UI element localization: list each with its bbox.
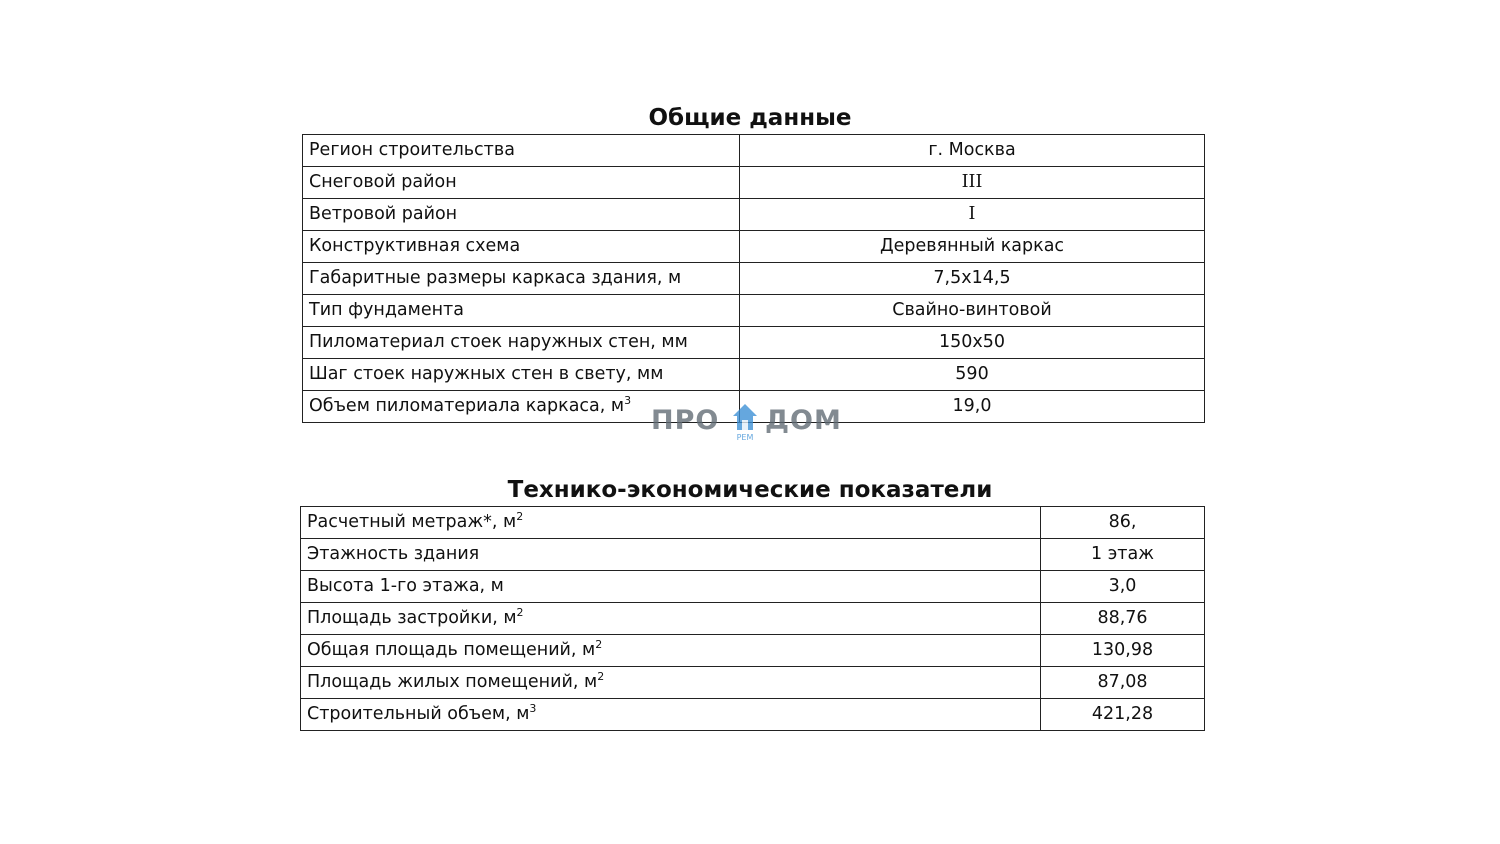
table-row <box>301 603 1205 635</box>
row-label: Объем пиломатериала каркаса, м <box>309 396 625 416</box>
unit-power: 2 <box>516 606 524 620</box>
table-row <box>303 359 1205 391</box>
row-label-cell <box>301 667 1041 699</box>
unit-power: 3 <box>529 702 537 716</box>
row-label-cell <box>301 635 1041 667</box>
table-row <box>303 199 1205 231</box>
row-value: 3,0 <box>1041 571 1205 603</box>
indicators-table <box>300 506 1205 731</box>
table-row <box>303 135 1205 167</box>
row-label: Ветровой район <box>303 199 740 231</box>
watermark-left-text: ПРО <box>651 405 720 436</box>
row-label: Шаг стоек наружных стен в свету, мм <box>303 359 740 391</box>
row-value: Свайно-винтовой <box>740 295 1205 327</box>
row-value: г. Москва <box>740 135 1205 167</box>
row-value: 590 <box>740 359 1205 391</box>
row-value: 421,28 <box>1041 699 1205 731</box>
row-value: 86, <box>1041 507 1205 539</box>
general-data-title: Общие данные <box>648 105 852 131</box>
table-row <box>303 391 1205 423</box>
row-label: Площадь жилых помещений, м <box>307 672 598 692</box>
row-value: 19,0 <box>740 391 1205 423</box>
table-row <box>301 635 1205 667</box>
row-label-cell <box>303 391 740 423</box>
row-label: Площадь застройки, м <box>307 608 517 628</box>
table-row <box>301 571 1205 603</box>
row-value: 88,76 <box>1041 603 1205 635</box>
row-label: Габаритные размеры каркаса здания, м <box>303 263 740 295</box>
row-label: Этажность здания <box>301 539 1041 571</box>
table-row <box>303 167 1205 199</box>
unit-power: 3 <box>624 394 632 408</box>
row-value: Деревянный каркас <box>740 231 1205 263</box>
row-label-cell <box>301 603 1041 635</box>
table-row <box>301 699 1205 731</box>
general-data-table <box>302 134 1205 423</box>
table-row <box>301 539 1205 571</box>
row-label: Тип фундамента <box>303 295 740 327</box>
table-row <box>303 231 1205 263</box>
table-row <box>301 667 1205 699</box>
row-value: 7,5х14,5 <box>740 263 1205 295</box>
table-row <box>303 327 1205 359</box>
row-value: III <box>740 167 1205 199</box>
row-label: Расчетный метраж*, м <box>307 512 517 532</box>
row-label: Высота 1-го этажа, м <box>301 571 1041 603</box>
unit-power: 2 <box>597 670 605 684</box>
row-label: Регион строительства <box>303 135 740 167</box>
row-value: 1 этаж <box>1041 539 1205 571</box>
row-label: Строительный объем, м <box>307 704 530 724</box>
row-label: Общая площадь помещений, м <box>307 640 596 660</box>
row-value: 87,08 <box>1041 667 1205 699</box>
watermark-sub-text: РЕМ <box>736 433 754 442</box>
row-label-cell <box>301 699 1041 731</box>
table-row <box>301 507 1205 539</box>
row-label: Пиломатериал стоек наружных стен, мм <box>303 327 740 359</box>
row-value: I <box>740 199 1205 231</box>
unit-power: 2 <box>516 510 524 524</box>
row-label: Снеговой район <box>303 167 740 199</box>
table-row <box>303 263 1205 295</box>
row-value: 130,98 <box>1041 635 1205 667</box>
watermark-right-text: ДОМ <box>765 405 842 436</box>
row-label-cell <box>301 507 1041 539</box>
row-label: Конструктивная схема <box>303 231 740 263</box>
row-value: 150х50 <box>740 327 1205 359</box>
indicators-title: Технико-экономические показатели <box>507 477 993 503</box>
table-row <box>303 295 1205 327</box>
unit-power: 2 <box>595 638 603 652</box>
